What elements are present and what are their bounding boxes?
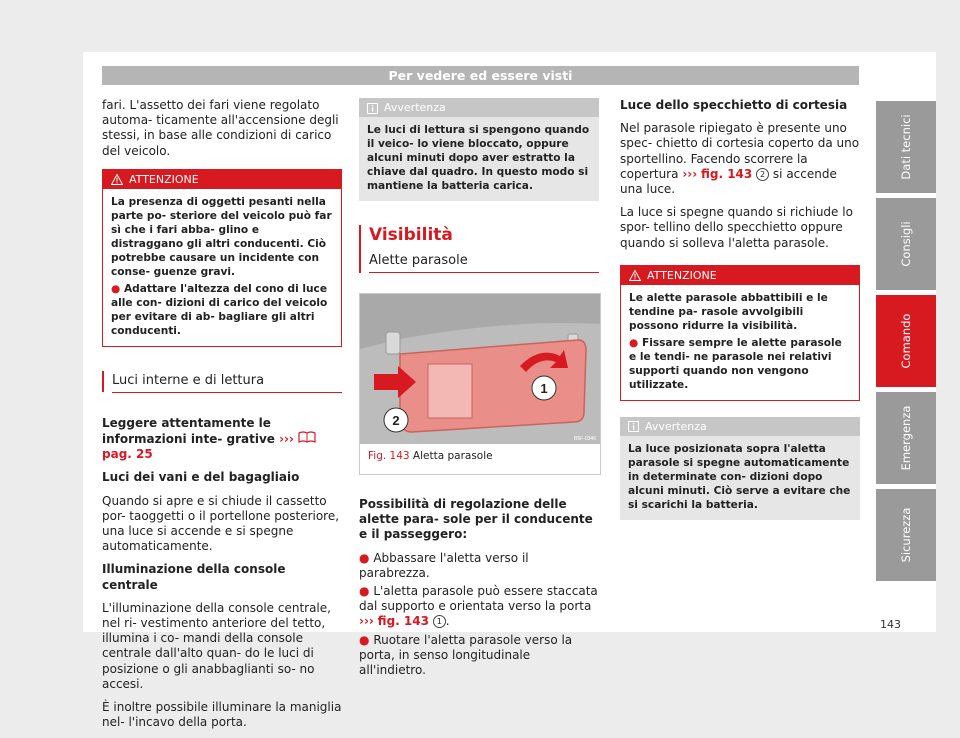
column-1 bbox=[102, 98, 342, 738]
tab-comando[interactable] bbox=[876, 295, 936, 387]
column-3 bbox=[620, 98, 860, 520]
book-icon bbox=[298, 431, 316, 443]
paragraph-console: L'illuminazione della console centrale, nel ri- vestimento anteriore del tetto, illumina i co- mandi della console centrale dall'alto quan- do le luci di posizione o gli anabbaglianti so- no accesi. bbox=[102, 600, 331, 691]
figure-caption bbox=[360, 446, 600, 466]
bullet-3 bbox=[359, 633, 599, 679]
page-number: 143 bbox=[880, 618, 901, 631]
callout-1: 1 bbox=[540, 381, 548, 396]
bullet-icon: ● bbox=[629, 336, 639, 349]
bullet-1 bbox=[359, 551, 599, 581]
note-body: La luce posizionata sopra l'aletta parasole si spegne automaticamente in determinate con- dizioni dopo alcuni minuti. Ciò serve a evitare che si scarichi la batteria. bbox=[628, 442, 851, 511]
page-link[interactable]: pag. 25 bbox=[102, 447, 153, 462]
intro-paragraph: fari. L'assetto dei fari viene regolato automa- ticamente all'accensione degli stessi, in base alle condizioni di carico del veicolo. bbox=[102, 98, 339, 158]
info-icon bbox=[367, 103, 378, 114]
figure-caption-text: Aletta parasole bbox=[412, 450, 493, 462]
tab-label: Emergenza bbox=[899, 405, 913, 471]
callout-ref-1: 1 bbox=[433, 615, 446, 628]
note-header bbox=[620, 417, 860, 436]
warning-box bbox=[620, 265, 860, 401]
warning-header bbox=[621, 266, 859, 285]
chapter-heading bbox=[359, 225, 599, 273]
paragraph-specchietto bbox=[620, 121, 860, 197]
read-first-text: Leggere attentamente le informazioni inte- grative bbox=[102, 415, 275, 447]
read-first bbox=[102, 416, 342, 463]
figure-label: Fig. 143 bbox=[368, 450, 410, 462]
warning-body bbox=[103, 189, 341, 346]
bullet-icon: ● bbox=[359, 584, 370, 599]
paragraph-spegne: La luce si spegne quando si richiude lo spor- tellino dello specchietto oppure quando si solleva l'aletta parasole. bbox=[620, 205, 853, 250]
bullet-2-text: L'aletta parasole può essere staccata dal supporto e orientata verso la porta bbox=[359, 584, 598, 614]
bullet-icon: ● bbox=[111, 282, 121, 295]
arrow-icon: ››› bbox=[682, 166, 698, 181]
warning-bullet-text: Adattare l'altezza del cono di luce alle con- dizioni di carico del veicolo per evitare di ab- bagliare gli altri conducenti. bbox=[111, 282, 328, 337]
note-box bbox=[620, 417, 860, 520]
paragraph-maniglia: È inoltre possibile illuminare la maniglia nel- l'incavo della porta. bbox=[102, 700, 342, 730]
warning-header bbox=[103, 170, 341, 189]
figure-link[interactable]: fig. 143 bbox=[700, 166, 753, 181]
paragraph-vani: Quando si apre e si chiude il cassetto por- taoggetti o il portellone posteriore, una luce si accende e si spegne automaticamente. bbox=[102, 493, 340, 554]
tab-label: Dati tecnici bbox=[899, 114, 913, 180]
bullet-2: ● L'aletta parasole può essere staccata dal supporto e orientata verso la porta ››› fig. 143 1 . bbox=[359, 584, 598, 629]
paragraph-specchietto-end: si accende una luce. bbox=[620, 166, 837, 197]
figure-code: B5F-0346 bbox=[574, 436, 596, 442]
warning-bullet-text: Fissare sempre le alette parasole e le tendi- ne parasole nei relativi supporti quando non vengono utilizzate. bbox=[629, 336, 842, 391]
tab-label: Consigli bbox=[899, 221, 913, 267]
figure-link[interactable]: fig. 143 bbox=[377, 614, 429, 629]
tab-dati-tecnici[interactable] bbox=[876, 101, 936, 193]
warning-text: La presenza di oggetti pesanti nella parte po- steriore del veicolo può far sì che i fari abba- glino e distraggano gli altri conducenti. Ciò potrebbe causare un incidente con conse- guenze gravi. bbox=[111, 195, 332, 278]
warning-title: ATTENZIONE bbox=[129, 172, 199, 186]
bullet-icon: ● bbox=[359, 550, 370, 565]
tab-emergenza[interactable] bbox=[876, 392, 936, 484]
heading-regolazione: Possibilità di regolazione delle alette para- sole per il conducente e il passeggero: bbox=[359, 497, 593, 542]
bullet-1-text: Abbassare l'aletta verso il parabrezza. bbox=[359, 550, 529, 580]
section-title: Luci interne e di lettura bbox=[112, 371, 342, 393]
section-title: Alette parasole bbox=[369, 251, 599, 273]
note-title: Avvertenza bbox=[384, 101, 446, 114]
sun-visor-illustration bbox=[360, 294, 600, 444]
bullet-3-text: Ruotare l'aletta parasole verso la porta, in senso longitudinale all'indietro. bbox=[359, 632, 573, 678]
tab-consigli[interactable] bbox=[876, 198, 936, 290]
tab-label: Comando bbox=[899, 313, 913, 369]
callout-2: 2 bbox=[392, 413, 400, 428]
heading-console: Illuminazione della console centrale bbox=[102, 562, 286, 592]
paragraph-specchietto-text: Nel parasole ripiegato è presente uno spec- chietto di cortesia coperto da uno sportellino. Facendo scorrere la copertura bbox=[620, 121, 860, 181]
warning-body bbox=[621, 285, 859, 400]
warning-title: ATTENZIONE bbox=[647, 268, 717, 282]
arrow-icon: ››› bbox=[359, 614, 374, 629]
arrow-icon: ››› bbox=[279, 432, 294, 447]
warning-triangle-icon bbox=[629, 270, 641, 281]
bullet-icon: ● bbox=[359, 632, 370, 647]
section-heading-luci bbox=[102, 371, 342, 392]
note-title: Avvertenza bbox=[645, 419, 707, 433]
column-2 bbox=[359, 98, 599, 686]
callout-ref-2: 2 bbox=[756, 168, 769, 181]
chapter-title: Visibilità bbox=[369, 225, 453, 245]
warning-triangle-icon bbox=[111, 174, 123, 185]
note-header bbox=[359, 98, 599, 117]
note-body: Le luci di lettura si spengono quando il veico- lo viene bloccato, oppure alcuni minuti dopo aver estratto la chiave dal quadro. In questo modo si mantiene la batteria carica. bbox=[367, 124, 590, 192]
warning-box bbox=[102, 169, 342, 347]
tab-sicurezza[interactable] bbox=[876, 489, 936, 581]
figure-143 bbox=[359, 293, 601, 475]
heading-vani: Luci dei vani e del bagagliaio bbox=[102, 470, 300, 485]
tab-label: Sicurezza bbox=[899, 507, 913, 563]
info-icon bbox=[628, 421, 639, 432]
warning-bullet bbox=[111, 282, 333, 338]
page-header: Per vedere ed essere visti bbox=[102, 66, 859, 85]
heading-specchietto: Luce dello specchietto di cortesia bbox=[620, 98, 848, 112]
warning-bullet bbox=[629, 336, 851, 392]
note-box bbox=[359, 98, 599, 201]
warning-text: Le alette parasole abbattibili e le tendine pa- rasole avvolgibili possono ridurre la visibilità. bbox=[629, 291, 828, 332]
